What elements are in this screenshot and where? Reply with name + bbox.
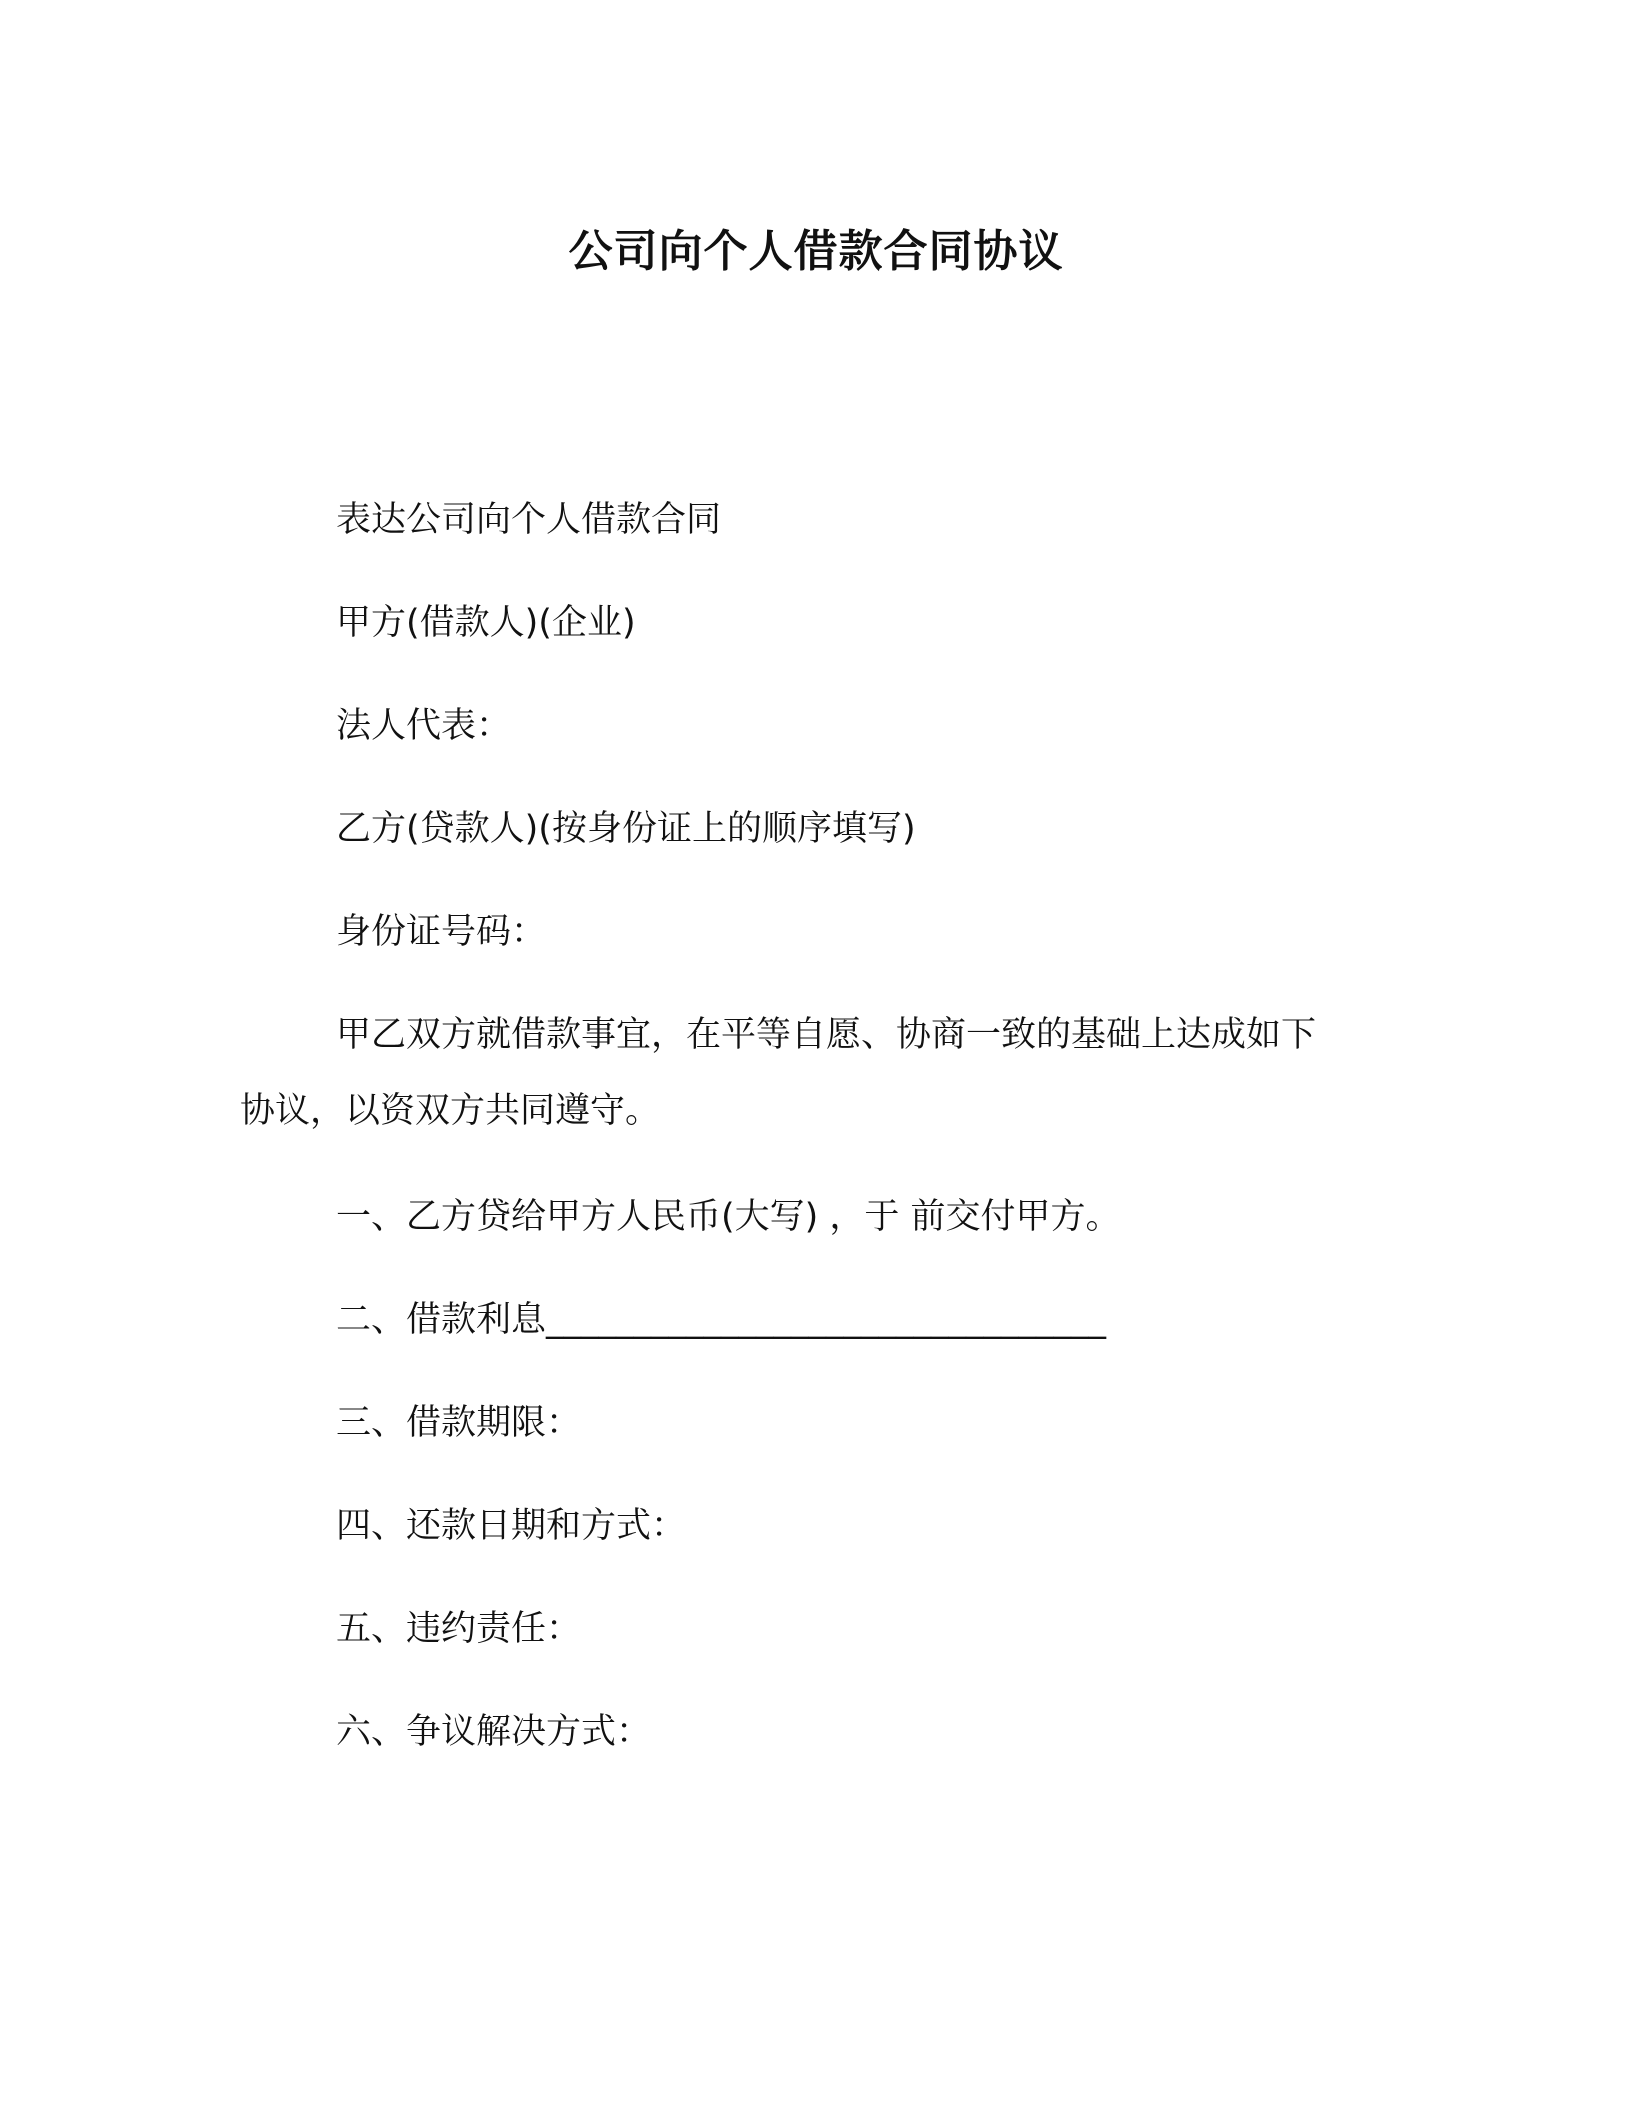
clause-1: 一、乙方贷给甲方人民币(大写) ，于 前交付甲方。 [336, 1197, 1121, 1237]
legal-representative-line: 法人代表： [336, 706, 512, 746]
clause-5: 五、违约责任： [336, 1609, 582, 1649]
document-title: 公司向个人借款合同协议 [568, 226, 1064, 277]
id-number-line: 身份证号码： [336, 912, 547, 952]
agreement-line-2: 协议，以资双方共同遵守。 [240, 1091, 661, 1131]
clause-2: 二、借款利息________________________________ [336, 1300, 1107, 1340]
clause-4: 四、还款日期和方式： [336, 1506, 687, 1546]
party-b-line: 乙方(贷款人)(按身份证上的顺序填写) [336, 809, 916, 849]
agreement-line-1: 甲乙双方就借款事宜，在平等自愿、协商一致的基础上达成如下 [336, 1015, 1317, 1055]
agreement-paragraph [240, 1010, 1400, 1136]
paragraph-heading: 表达公司向个人借款合同 [336, 500, 722, 540]
clause-6: 六、争议解决方式： [336, 1712, 652, 1752]
clause-3: 三、借款期限： [336, 1403, 582, 1443]
party-a-line: 甲方(借款人)(企业) [336, 603, 636, 643]
